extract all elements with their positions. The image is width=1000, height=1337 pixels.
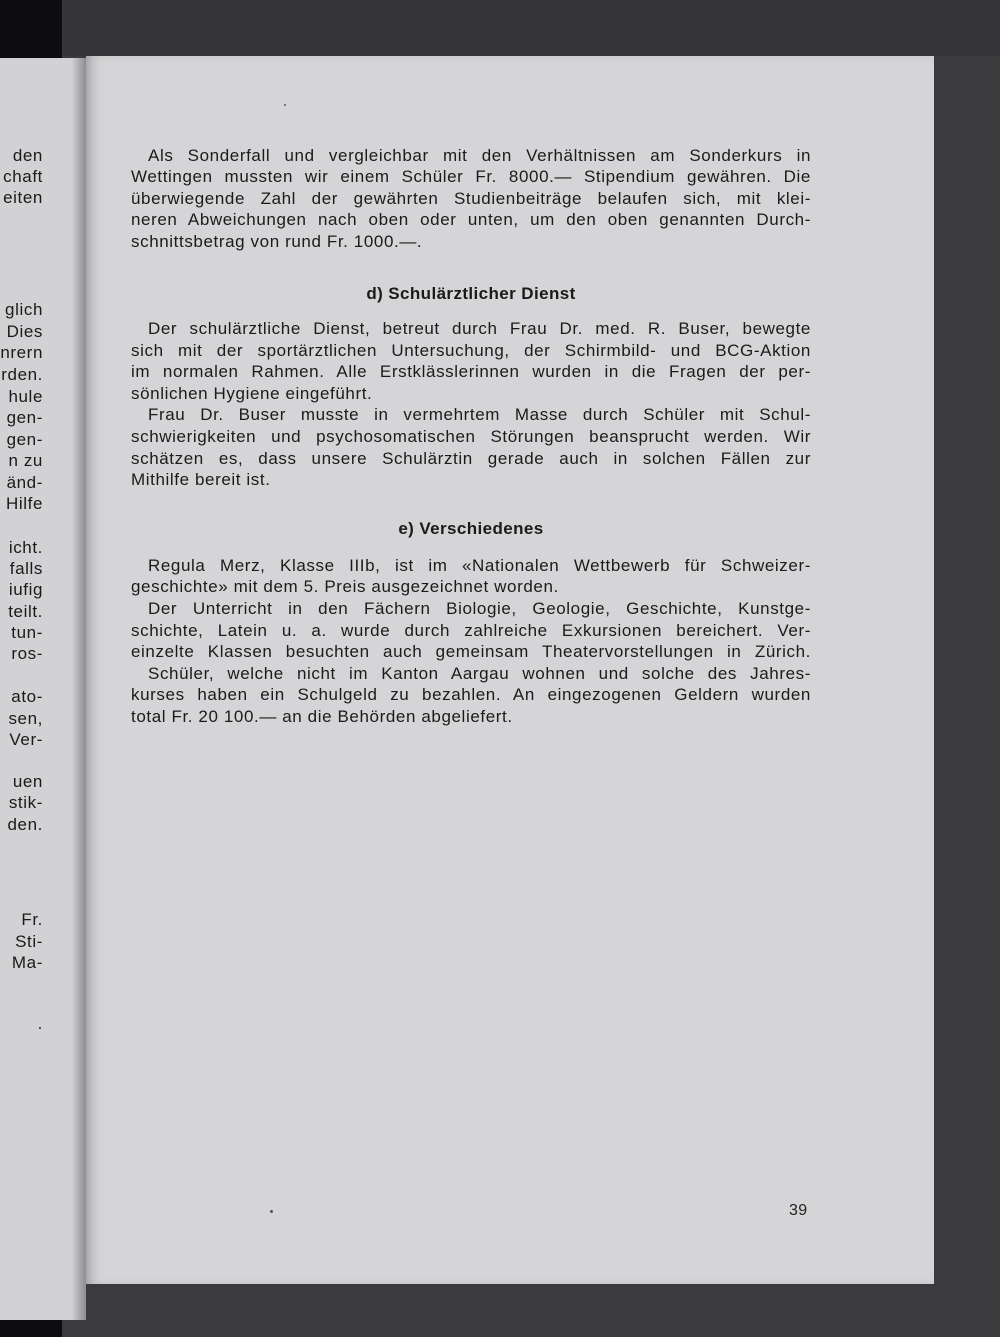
left-page-fragment: icht. (8, 538, 43, 557)
left-page-fragment: . (37, 1014, 43, 1033)
paragraph-line: Frau Dr. Buser musste in vermehrtem Masse durch Schüler mit Schul- (148, 405, 811, 424)
paragraph-line: überwiegende Zahl der gewährten Studienbeiträge belaufen sich, mit klei- (131, 189, 811, 208)
left-page-fragment: änd- (6, 473, 43, 492)
left-page-fragment: gen- (6, 430, 43, 449)
left-page-fragment: iufig (8, 580, 43, 599)
paragraph-line: einzelte Klassen besuchten auch gemeinsam Theatervorstellungen in Zürich. (131, 642, 811, 661)
paragraph-line: sich mit der sportärztlichen Untersuchung, der Schirmbild- und BCG-Aktion (131, 341, 811, 360)
left-page-fragment: rden. (1, 365, 43, 384)
left-page-fragment: tun- (11, 623, 43, 642)
left-page-fragment: nrern (0, 343, 43, 362)
paragraph-line: total Fr. 20 100.— an die Behörden abgeliefert. (131, 707, 513, 726)
paper-speck (284, 104, 286, 106)
paragraph-line: schätzen es, dass unsere Schulärztin gerade auch in solchen Fällen zur (131, 449, 811, 468)
left-page-fragment: Sti- (15, 932, 43, 951)
paragraph-line: Der schulärztliche Dienst, betreut durch Frau Dr. med. R. Buser, bewegte (148, 319, 811, 338)
left-page-fragment: sen, (8, 709, 43, 728)
left-page-fragment: gen- (6, 408, 43, 427)
paragraph-line: schichte, Latein u. a. wurde durch zahlreiche Exkursionen bereichert. Ver- (131, 621, 811, 640)
left-page-fragment: den. (7, 815, 43, 834)
paragraph-line: Der Unterricht in den Fächern Biologie, Geologie, Geschichte, Kunstge- (148, 599, 811, 618)
left-page-fragment: stik- (8, 793, 43, 812)
left-page-fragment: Dies (6, 322, 43, 341)
left-page-fragment: ros- (11, 644, 43, 663)
paragraph-line: Als Sonderfall und vergleichbar mit den Verhältnissen am Sonderkurs in (148, 146, 811, 165)
left-page-fragment: chaft (3, 167, 43, 186)
left-page-fragment: n zu (8, 451, 43, 470)
paragraph-line: Wettingen mussten wir einem Schüler Fr. 8000.— Stipendium gewähren. Die (131, 167, 811, 186)
paragraph-line: schwierigkeiten und psychosomatischen Störungen beansprucht werden. Wir (131, 427, 811, 446)
section-heading-schularztlicher-dienst: d) Schulärztlicher Dienst (366, 284, 576, 303)
paragraph-line: Regula Merz, Klasse IIIb, ist im «Nationalen Wettbewerb für Schweizer- (148, 556, 811, 575)
section-heading-verschiedenes: e) Verschiedenes (398, 519, 544, 538)
paragraph-line: kurses haben ein Schulgeld zu bezahlen. An eingezogenen Geldern wurden (131, 685, 811, 704)
paragraph-line: Mithilfe bereit ist. (131, 470, 271, 489)
book-gutter-shadow (72, 58, 86, 1320)
left-page-fragment: eiten (3, 188, 43, 207)
left-page-fragment: teilt. (8, 602, 43, 621)
paragraph-line: schnittsbetrag von rund Fr. 1000.—. (131, 232, 423, 251)
left-page-fragment: falls (9, 559, 43, 578)
paragraph-line: Schüler, welche nicht im Kanton Aargau wohnen und solche des Jahres- (148, 664, 811, 683)
left-page (0, 58, 86, 1320)
left-page-fragment: hule (8, 387, 43, 406)
left-page-fragment: glich (5, 300, 43, 319)
left-page-fragment: Fr. (21, 910, 43, 929)
paper-speck (270, 1210, 273, 1213)
page-number: 39 (789, 1202, 808, 1219)
paragraph-line: im normalen Rahmen. Alle Erstklässlerinnen wurden in die Fragen der per- (131, 362, 811, 381)
paragraph-line: neren Abweichungen nach oben oder unten, um den oben genannten Durch- (131, 210, 811, 229)
paragraph-line: sönlichen Hygiene eingeführt. (131, 384, 373, 403)
paragraph-line: geschichte» mit dem 5. Preis ausgezeichnet worden. (131, 577, 559, 596)
left-page-fragment: den (12, 146, 43, 165)
left-page-fragment: uen (12, 772, 43, 791)
scan-background-top (0, 0, 1000, 56)
left-page-fragment: Ver- (9, 730, 43, 749)
left-page-fragment: ato- (11, 687, 43, 706)
left-page-fragment: Hilfe (5, 494, 43, 513)
left-page-fragment: Ma- (11, 953, 43, 972)
